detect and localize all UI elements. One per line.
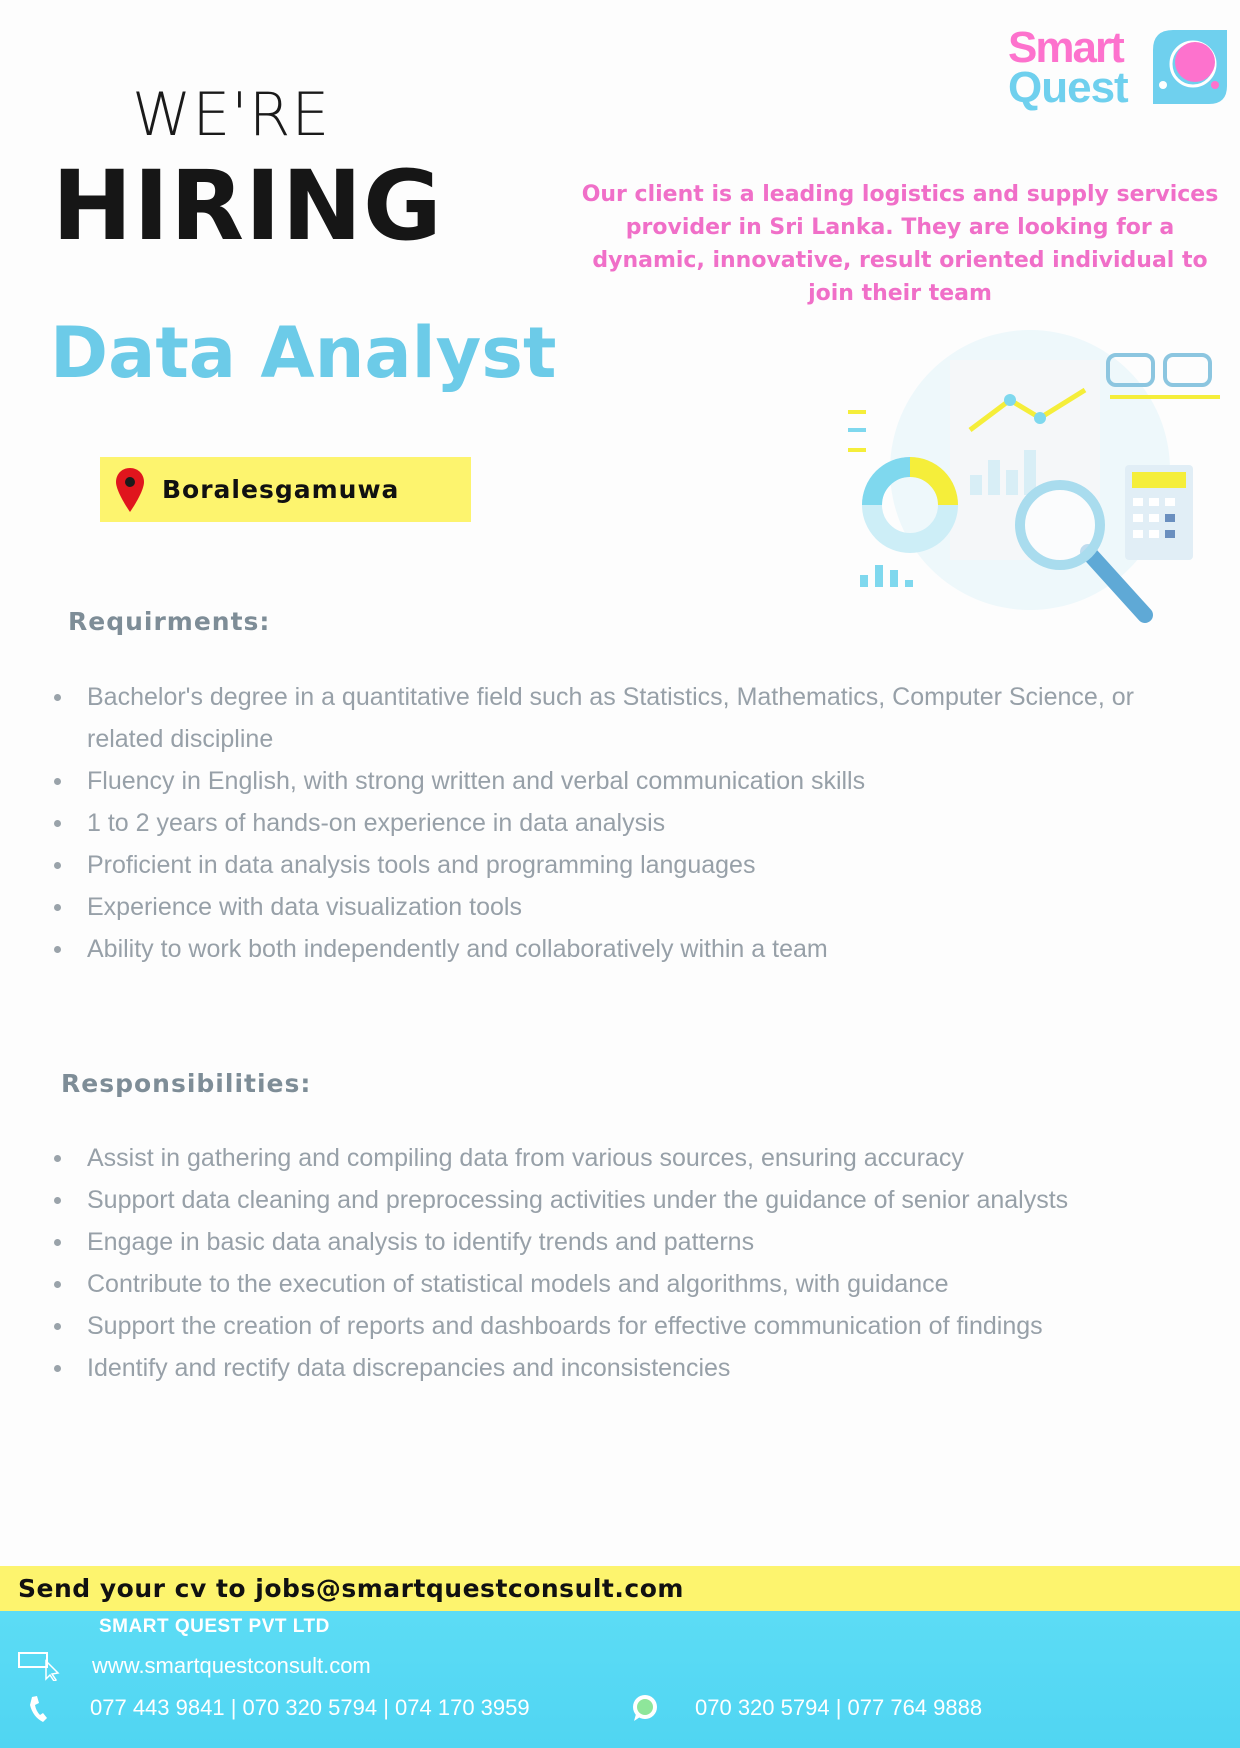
phone-icon [28,1695,48,1723]
list-item: Bachelor's degree in a quantitative field such as Statistics, Mathematics, Computer Science, or related discipline [52,676,1182,760]
list-item: Assist in gathering and compiling data from various sources, ensuring accuracy [52,1137,1182,1179]
whatsapp-numbers: 070 320 5794 | 077 764 9888 [695,1695,983,1720]
list-item: Fluency in English, with strong written and verbal communication skills [52,760,1182,802]
website-link[interactable]: www.smartquestconsult.com [92,1653,371,1678]
logo-text-quest: Quest [1008,63,1128,112]
job-title: Data Analyst [50,312,557,394]
location-pin-icon [116,468,144,512]
list-item: Ability to work both independently and collaboratively within a team [52,928,1182,970]
send-cv-banner: Send your cv to jobs@smartquestconsult.com [0,1566,1240,1611]
list-item: Identify and rectify data discrepancies and inconsistencies [52,1347,1182,1389]
phone-numbers: 077 443 9841 | 070 320 5794 | 074 170 3959 [90,1695,530,1720]
contact-footer [0,1611,1240,1748]
location-text: Boralesgamuwa [162,475,400,504]
were-heading: WE'RE [132,80,331,150]
list-item: Experience with data visualization tools [52,886,1182,928]
hiring-heading: HIRING [52,150,443,262]
web-link-icon [18,1651,60,1681]
location-badge [100,457,471,522]
list-item: Proficient in data analysis tools and programming languages [52,844,1182,886]
logo-mark-icon [1153,30,1227,106]
list-item: Support the creation of reports and dashboards for effective communication of findings [52,1305,1182,1347]
list-item: Support data cleaning and preprocessing activities under the guidance of senior analysts [52,1179,1182,1221]
smart-quest-logo [1005,23,1227,112]
requirements-list [52,676,1182,970]
whatsapp-icon [631,1693,659,1723]
responsibilities-list [52,1137,1182,1389]
responsibilities-heading: Responsibilities: [61,1069,312,1098]
client-intro: Our client is a leading logistics and supply services provider in Sri Lanka. They are looking for a dynamic, innovative, result oriented individual to join their team [581,182,1219,306]
list-item: Contribute to the execution of statistical models and algorithms, with guidance [52,1263,1182,1305]
company-name: SMART QUEST PVT LTD [99,1616,330,1637]
requirements-heading: Requirments: [68,607,271,636]
list-item: Engage in basic data analysis to identify trends and patterns [52,1221,1182,1263]
list-item: 1 to 2 years of hands-on experience in data analysis [52,802,1182,844]
logo-text-smart: Smart [1008,23,1123,72]
data-analysis-illustration [760,330,1220,630]
